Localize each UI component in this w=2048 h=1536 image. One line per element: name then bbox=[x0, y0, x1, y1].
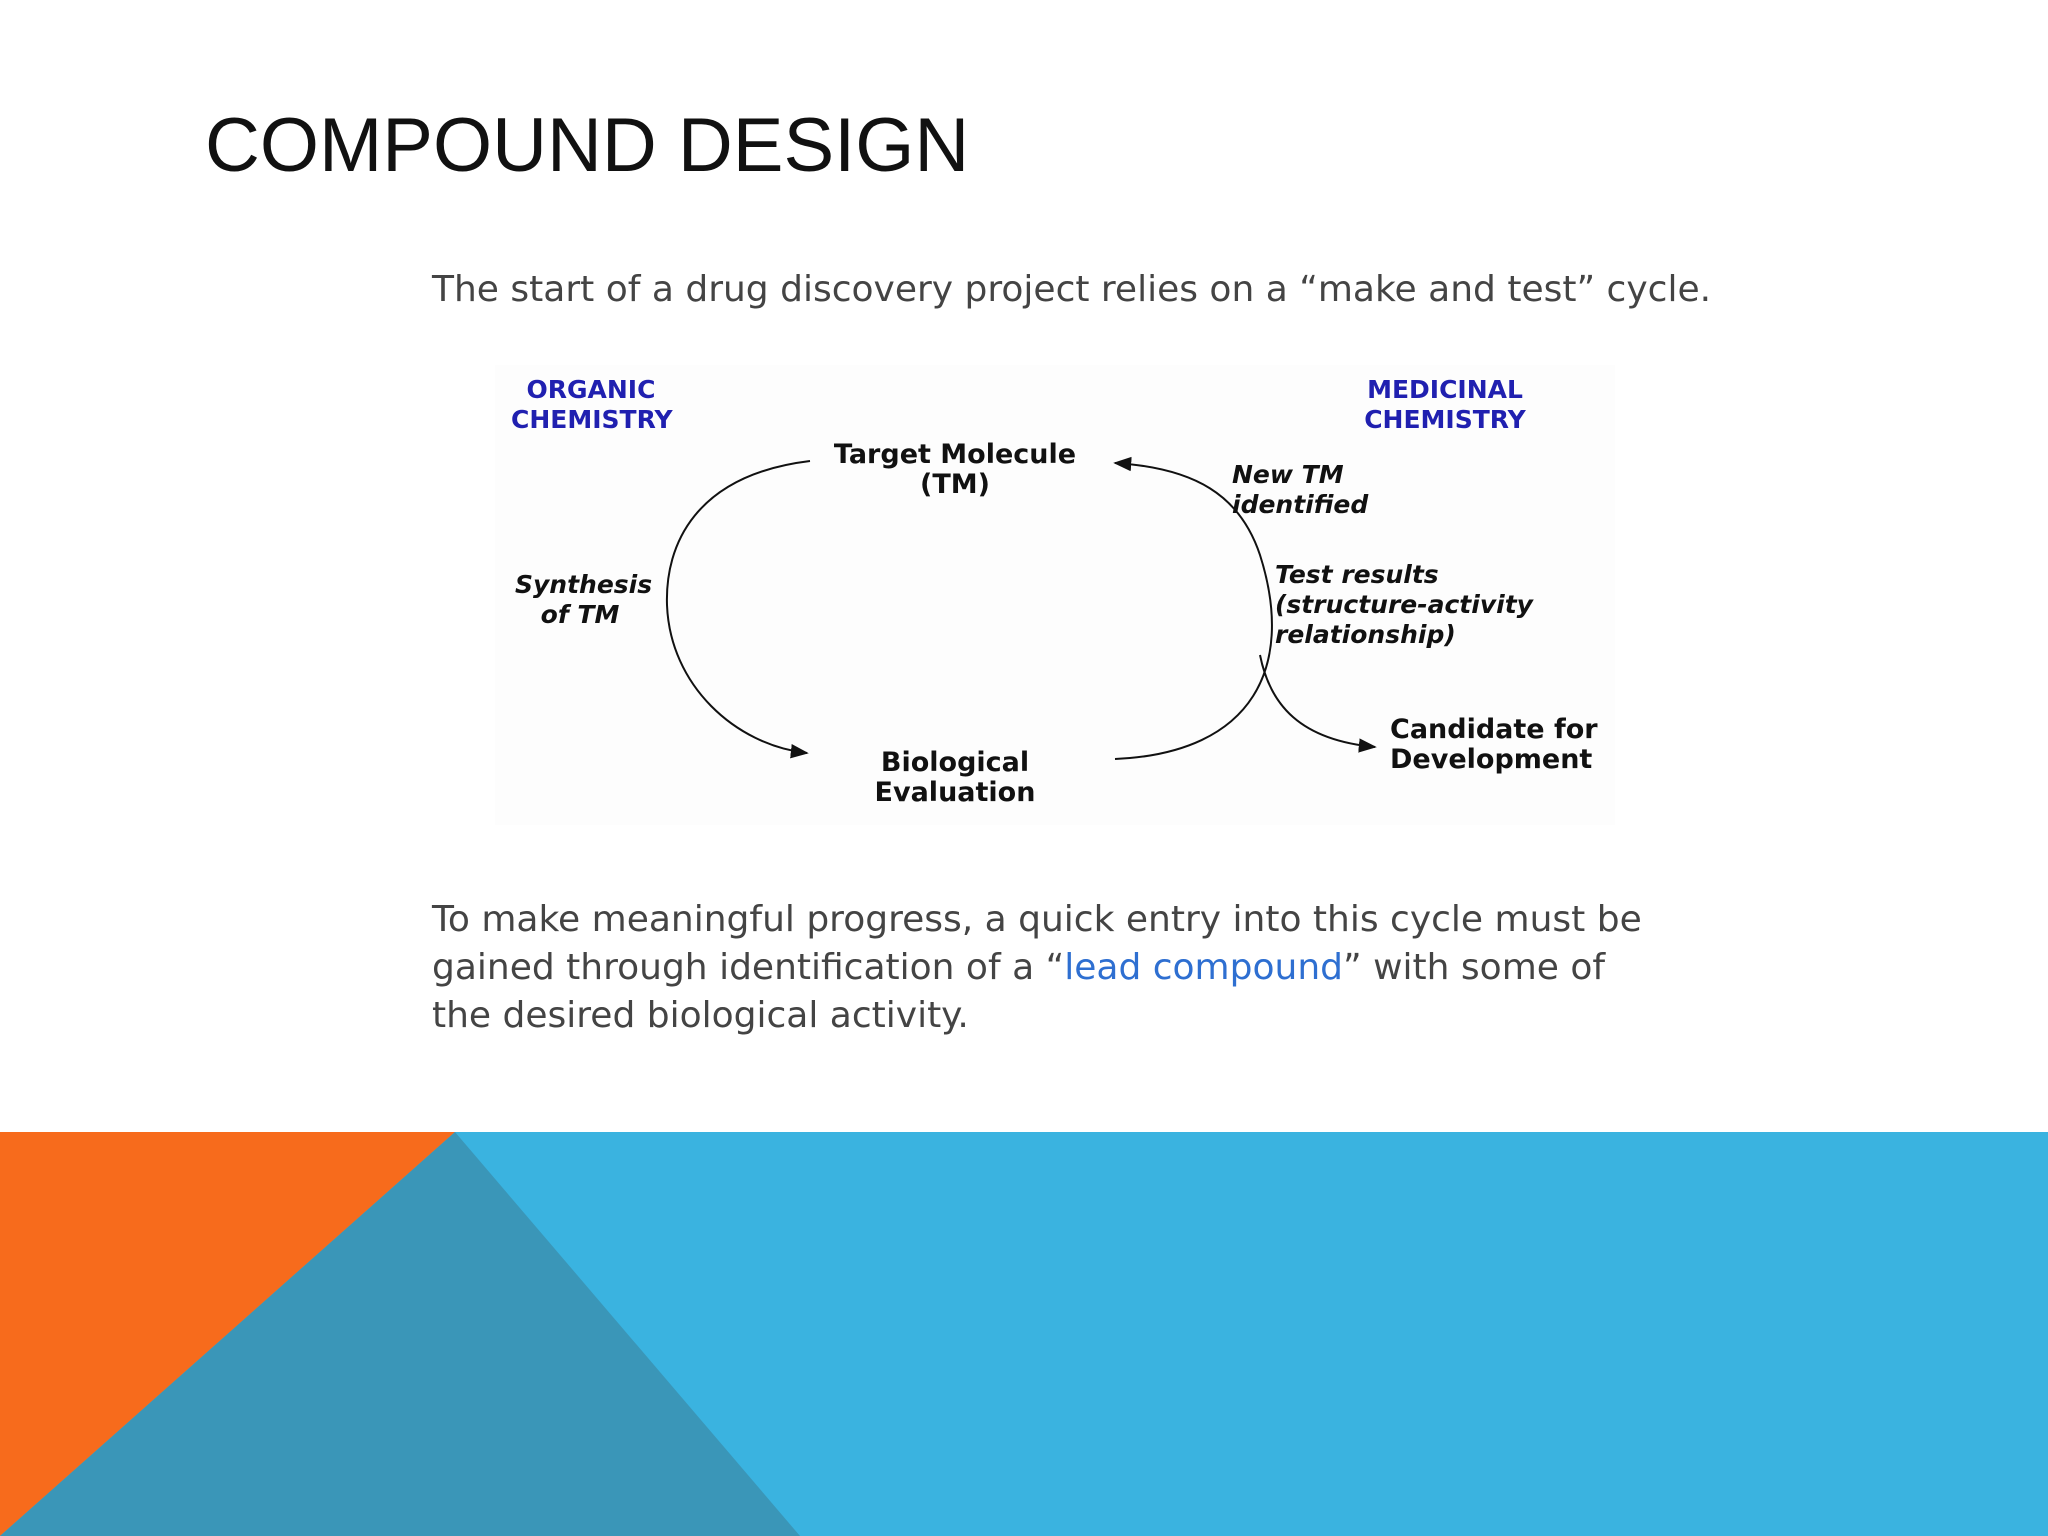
synthesis-arrow bbox=[667, 461, 810, 753]
lead-compound-link[interactable]: lead compound bbox=[1064, 947, 1343, 988]
slide-title: COMPOUND DESIGN bbox=[205, 103, 970, 188]
target-molecule-label: Target Molecule (TM) bbox=[833, 439, 1077, 500]
candidate-label: Candidate for Development bbox=[1390, 714, 1598, 775]
decorative-footer-band bbox=[0, 1132, 2048, 1536]
medicinal-chemistry-label: MEDICINAL CHEMISTRY bbox=[1364, 375, 1526, 434]
organic-chemistry-label: ORGANIC CHEMISTRY bbox=[511, 375, 673, 434]
intro-text: The start of a drug discovery project relies on a “make and test” cycle. bbox=[432, 269, 1712, 310]
new-tm-label: New TM identified bbox=[1232, 460, 1369, 519]
synthesis-label: Synthesis of TM bbox=[515, 570, 653, 629]
test-results-label: Test results (structure-activity relationship) bbox=[1275, 560, 1533, 649]
biological-evaluation-label: Biological Evaluation bbox=[874, 747, 1036, 808]
body-text: To make meaningful progress, a quick entry into this cycle must be gained through identification of a “lead compound” with some of the desired biological activity. bbox=[432, 899, 1642, 1036]
make-and-test-cycle-diagram bbox=[495, 365, 1615, 825]
candidate-arrow bbox=[1260, 655, 1375, 747]
